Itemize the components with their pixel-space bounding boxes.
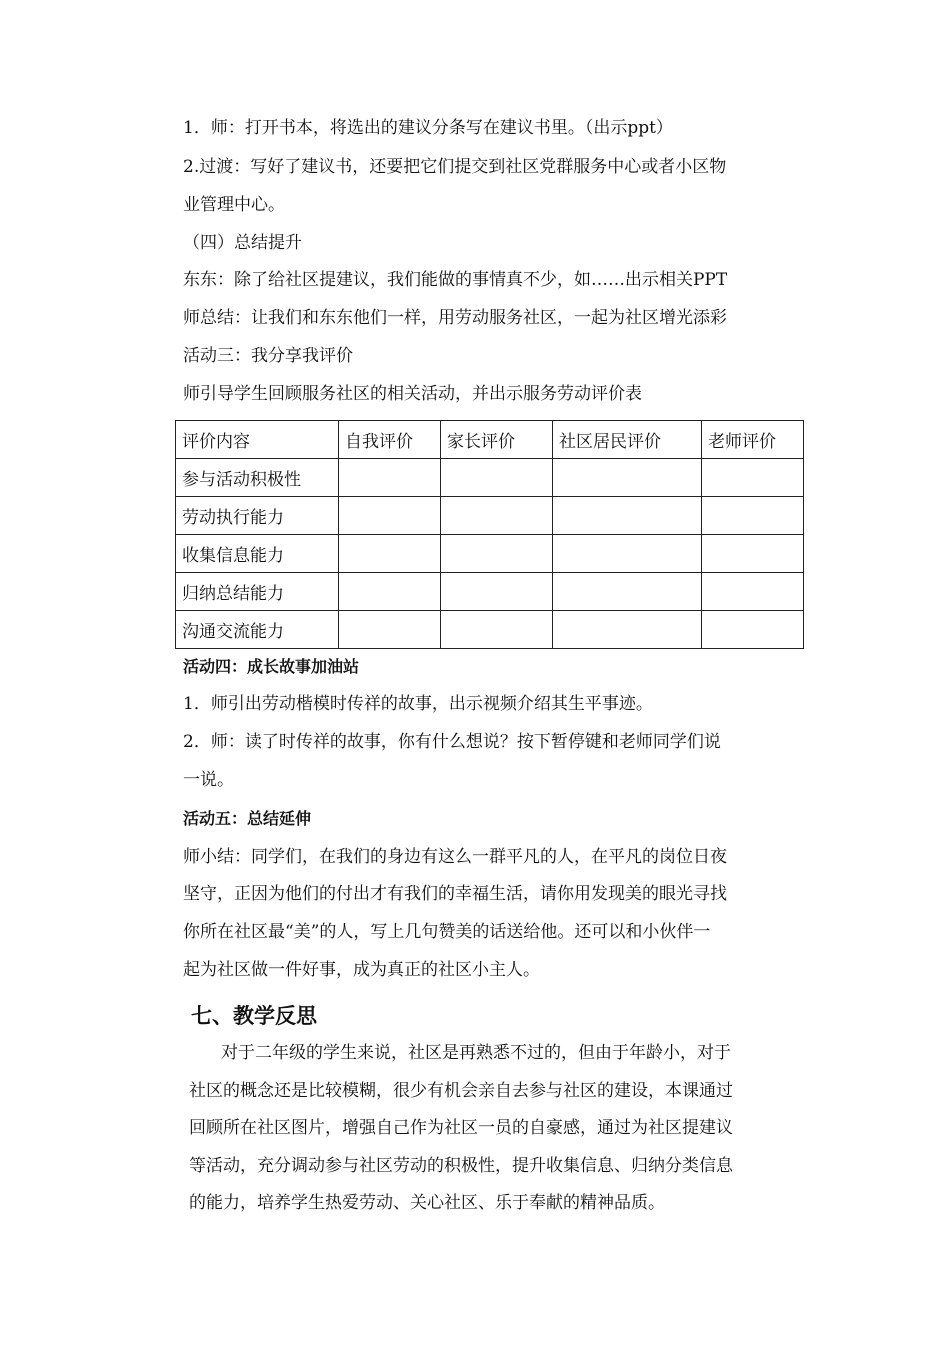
paragraph-line: 1．师引出劳动楷模时传祥的故事，出示视频介绍其生平事迹。 [183,694,653,714]
paragraph-line: 师引导学生回顾服务社区的相关活动，并出示服务劳动评价表 [183,384,642,404]
table-cell [702,573,804,611]
paragraph-line: 2．师：读了时传祥的故事，你有什么想说？按下暂停键和老师同学们说 [183,732,721,752]
table-cell [339,573,441,611]
section-heading: 七、教学反思 [191,1004,317,1028]
paragraph-line: 师小结：同学们，在我们的身边有这么一群平凡的人，在平凡的岗位日夜 [183,847,727,867]
table-cell [339,459,441,497]
evaluation-table [175,420,804,649]
table-row [176,459,804,497]
table-cell [553,535,702,573]
activity-title: 活动四：成长故事加油站 [183,657,360,676]
table-cell [553,573,702,611]
paragraph-line: 社区的概念还是比较模糊，很少有机会亲自去参与社区的建设，本课通过 [189,1081,733,1101]
paragraph-line: 1．师：打开书本，将选出的建议分条写在建议书里。（出示ppt） [183,118,673,138]
table-cell [553,611,702,649]
paragraph-line: 的能力，培养学生热爱劳动、关心社区、乐于奉献的精神品质。 [189,1193,665,1213]
table-header-cell: 自我评价 [339,421,441,459]
table-header-cell: 老师评价 [702,421,804,459]
table-row [176,497,804,535]
paragraph-line: 对于二年级的学生来说，社区是再熟悉不过的，但由于年龄小，对于 [221,1043,731,1063]
table-header-row [176,421,804,459]
table-cell [339,497,441,535]
section-subheading: （四）总结提升 [183,233,302,253]
table-cell [553,497,702,535]
table-cell [702,497,804,535]
activity-title: 活动三：我分享我评价 [183,346,353,366]
table-row [176,535,804,573]
table-cell [441,535,553,573]
paragraph-line: 回顾所在社区图片，增强自己作为社区一员的自豪感，通过为社区提建议 [189,1118,733,1138]
paragraph-line: 东东：除了给社区提建议，我们能做的事情真不少，如……出示相关PPT [183,270,728,290]
table-header-cell: 评价内容 [176,421,339,459]
table-header-cell: 社区居民评价 [553,421,702,459]
paragraph-line: 师总结：让我们和东东他们一样，用劳动服务社区，一起为社区增光添彩 [183,308,727,328]
paragraph-line: 一说。 [183,770,234,790]
table-cell [339,535,441,573]
table-cell [702,459,804,497]
table-header-cell: 家长评价 [441,421,553,459]
table-row [176,611,804,649]
table-row-label: 劳动执行能力 [176,497,339,535]
paragraph-line: 坚守，正因为他们的付出才有我们的幸福生活，请你用发现美的眼光寻找 [183,884,727,904]
table-cell [339,611,441,649]
table-cell [553,459,702,497]
table-row-label: 收集信息能力 [176,535,339,573]
table-cell [441,611,553,649]
table-row-label: 参与活动积极性 [176,459,339,497]
table-cell [702,611,804,649]
paragraph-line: 你所在社区最“美”的人，写上几句赞美的话送给他。还可以和小伙伴一 [183,922,711,942]
table-cell [441,459,553,497]
paragraph-line: 业管理中心。 [183,195,285,215]
table-cell [441,497,553,535]
activity-title: 活动五：总结延伸 [183,809,312,828]
table-row-label: 归纳总结能力 [176,573,339,611]
table-cell [702,535,804,573]
table-row-label: 沟通交流能力 [176,611,339,649]
table-row [176,573,804,611]
paragraph-line: 起为社区做一件好事，成为真正的社区小主人。 [183,960,540,980]
paragraph-line: 等活动，充分调动参与社区劳动的积极性，提升收集信息、归纳分类信息 [189,1156,733,1176]
table-cell [441,573,553,611]
paragraph-line: 2.过渡：写好了建议书，还要把它们提交到社区党群服务中心或者小区物 [183,157,727,177]
